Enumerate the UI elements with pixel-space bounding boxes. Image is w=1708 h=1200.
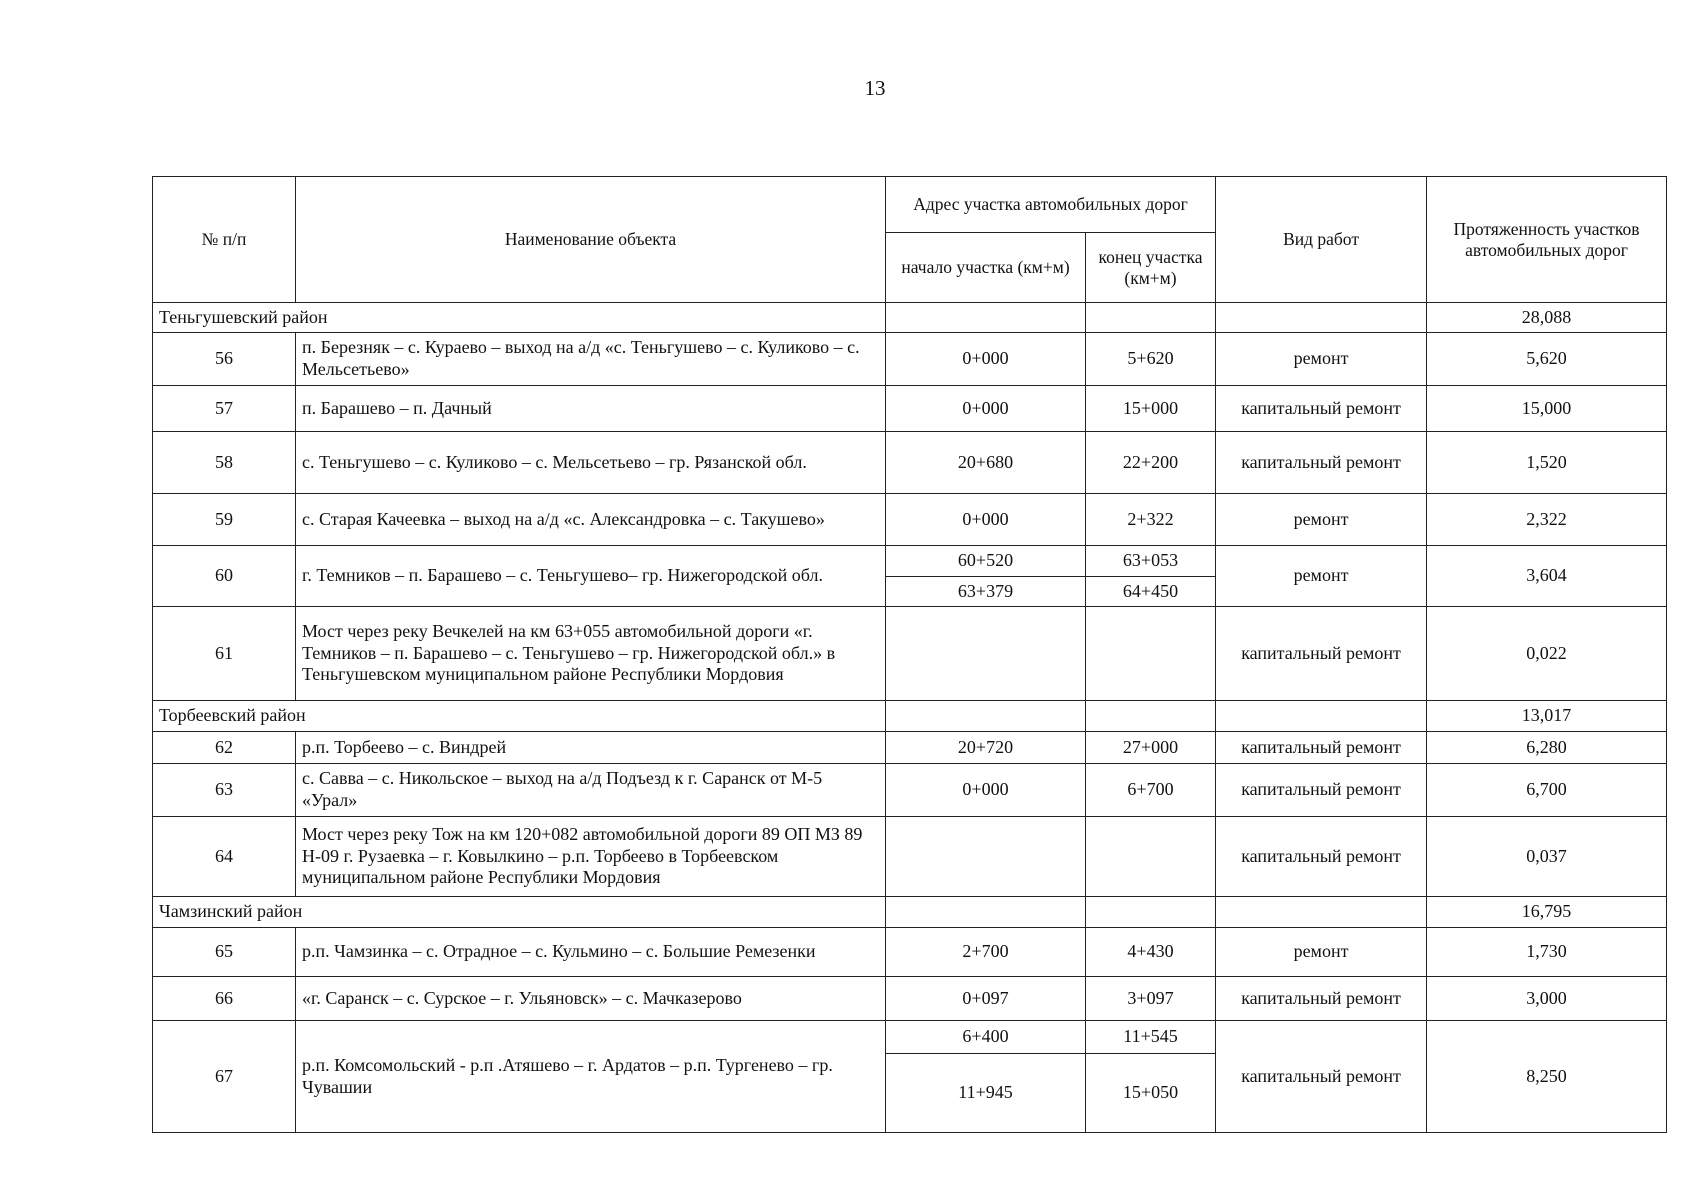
header-length: Протяженность участков автомобильных дорог — [1427, 177, 1667, 303]
row-start: 6+400 — [886, 1021, 1086, 1054]
row-num: 66 — [153, 977, 296, 1021]
table-row — [153, 494, 1667, 546]
row-length: 6,280 — [1427, 732, 1667, 764]
row-work: капитальный ремонт — [1216, 977, 1427, 1021]
row-num: 58 — [153, 432, 296, 494]
header-address: Адрес участка автомобильных дорог — [886, 177, 1216, 233]
row-name: р.п. Комсомольский - р.п .Атяшево – г. Ардатов – р.п. Тургенево – гр. Чувашии — [296, 1021, 886, 1133]
row-end: 5+620 — [1086, 333, 1216, 386]
row-num: 59 — [153, 494, 296, 546]
row-length: 15,000 — [1427, 386, 1667, 432]
district-name: Теньгушевский район — [153, 303, 886, 333]
row-work: капитальный ремонт — [1216, 607, 1427, 701]
row-end: 63+053 — [1086, 546, 1216, 577]
row-name: «г. Саранск – с. Сурское – г. Ульяновск» – с. Мачказерово — [296, 977, 886, 1021]
row-name: р.п. Чамзинка – с. Отрадное – с. Кульмино – с. Большие Ремезенки — [296, 928, 886, 977]
table-row — [153, 764, 1667, 817]
row-work: капитальный ремонт — [1216, 732, 1427, 764]
header-work: Вид работ — [1216, 177, 1427, 303]
row-work: ремонт — [1216, 333, 1427, 386]
district-total: 13,017 — [1427, 701, 1667, 732]
row-length: 3,000 — [1427, 977, 1667, 1021]
row-end — [1086, 817, 1216, 897]
table-row — [153, 546, 1667, 577]
row-length: 1,730 — [1427, 928, 1667, 977]
row-start — [886, 817, 1086, 897]
row-end: 4+430 — [1086, 928, 1216, 977]
row-work: ремонт — [1216, 546, 1427, 607]
row-work: ремонт — [1216, 494, 1427, 546]
row-length: 5,620 — [1427, 333, 1667, 386]
row-name: п. Березняк – с. Кураево – выход на а/д «с. Теньгушево – с. Куликово – с. Мельсетьево» — [296, 333, 886, 386]
row-num: 60 — [153, 546, 296, 607]
row-work: капитальный ремонт — [1216, 432, 1427, 494]
row-end-2: 15+050 — [1086, 1054, 1216, 1133]
district-row — [153, 897, 1667, 928]
district-total: 28,088 — [1427, 303, 1667, 333]
header-num: № п/п — [153, 177, 296, 303]
row-num: 67 — [153, 1021, 296, 1133]
row-work: капитальный ремонт — [1216, 764, 1427, 817]
row-work: ремонт — [1216, 928, 1427, 977]
district-name: Чамзинский район — [153, 897, 886, 928]
row-name: с. Теньгушево – с. Куликово – с. Мельсетьево – гр. Рязанской обл. — [296, 432, 886, 494]
row-length: 0,022 — [1427, 607, 1667, 701]
row-end: 2+322 — [1086, 494, 1216, 546]
roads-table — [152, 176, 1667, 1133]
row-end: 27+000 — [1086, 732, 1216, 764]
row-end: 15+000 — [1086, 386, 1216, 432]
row-name: с. Старая Качеевка – выход на а/д «с. Александровка – с. Такушево» — [296, 494, 886, 546]
row-name: Мост через реку Тож на км 120+082 автомобильной дороги 89 ОП МЗ 89 Н-09 г. Рузаевка – г. Ковылкино – р.п. Торбеево в Торбеевском муниципальном районе Республики Мордовия — [296, 817, 886, 897]
row-end: 6+700 — [1086, 764, 1216, 817]
header-name: Наименование объекта — [296, 177, 886, 303]
row-length: 3,604 — [1427, 546, 1667, 607]
row-num: 57 — [153, 386, 296, 432]
row-end: 3+097 — [1086, 977, 1216, 1021]
table-row — [153, 333, 1667, 386]
table-row — [153, 386, 1667, 432]
table-row — [153, 928, 1667, 977]
row-name: р.п. Торбеево – с. Виндрей — [296, 732, 886, 764]
table-row — [153, 607, 1667, 701]
table-row — [153, 817, 1667, 897]
row-name: г. Темников – п. Барашево – с. Теньгушево– гр. Нижегородской обл. — [296, 546, 886, 607]
row-num: 61 — [153, 607, 296, 701]
district-row — [153, 701, 1667, 732]
district-row — [153, 303, 1667, 333]
row-end — [1086, 607, 1216, 701]
district-name: Торбеевский район — [153, 701, 886, 732]
row-name: Мост через реку Вечкелей на км 63+055 автомобильной дороги «г. Темников – п. Барашево – с. Теньгушево – гр. Нижегородской обл.» в Теньгушевском муниципальном районе Республики Мордовия — [296, 607, 886, 701]
row-end-2: 64+450 — [1086, 577, 1216, 607]
header-end: конец участка (км+м) — [1086, 233, 1216, 303]
row-num: 65 — [153, 928, 296, 977]
row-name: п. Барашево – п. Дачный — [296, 386, 886, 432]
table-row — [153, 1021, 1667, 1054]
row-num: 64 — [153, 817, 296, 897]
row-start-2: 63+379 — [886, 577, 1086, 607]
row-start: 0+097 — [886, 977, 1086, 1021]
page-number: 13 — [864, 76, 886, 100]
row-length: 1,520 — [1427, 432, 1667, 494]
district-total: 16,795 — [1427, 897, 1667, 928]
table-row — [153, 977, 1667, 1021]
header-start: начало участка (км+м) — [886, 233, 1086, 303]
row-start: 0+000 — [886, 764, 1086, 817]
row-start: 0+000 — [886, 386, 1086, 432]
row-work: капитальный ремонт — [1216, 386, 1427, 432]
row-start — [886, 607, 1086, 701]
row-name: с. Савва – с. Никольское – выход на а/д Подъезд к г. Саранск от М-5 «Урал» — [296, 764, 886, 817]
row-start-2: 11+945 — [886, 1054, 1086, 1133]
table-row — [153, 432, 1667, 494]
row-start: 20+680 — [886, 432, 1086, 494]
row-end: 22+200 — [1086, 432, 1216, 494]
row-work: капитальный ремонт — [1216, 1021, 1427, 1133]
table-row — [153, 732, 1667, 764]
row-length: 2,322 — [1427, 494, 1667, 546]
row-work: капитальный ремонт — [1216, 817, 1427, 897]
row-num: 62 — [153, 732, 296, 764]
row-start: 2+700 — [886, 928, 1086, 977]
row-length: 6,700 — [1427, 764, 1667, 817]
row-start: 0+000 — [886, 494, 1086, 546]
row-length: 0,037 — [1427, 817, 1667, 897]
row-start: 20+720 — [886, 732, 1086, 764]
row-start: 0+000 — [886, 333, 1086, 386]
row-start: 60+520 — [886, 546, 1086, 577]
row-num: 63 — [153, 764, 296, 817]
row-length: 8,250 — [1427, 1021, 1667, 1133]
row-end: 11+545 — [1086, 1021, 1216, 1054]
row-num: 56 — [153, 333, 296, 386]
